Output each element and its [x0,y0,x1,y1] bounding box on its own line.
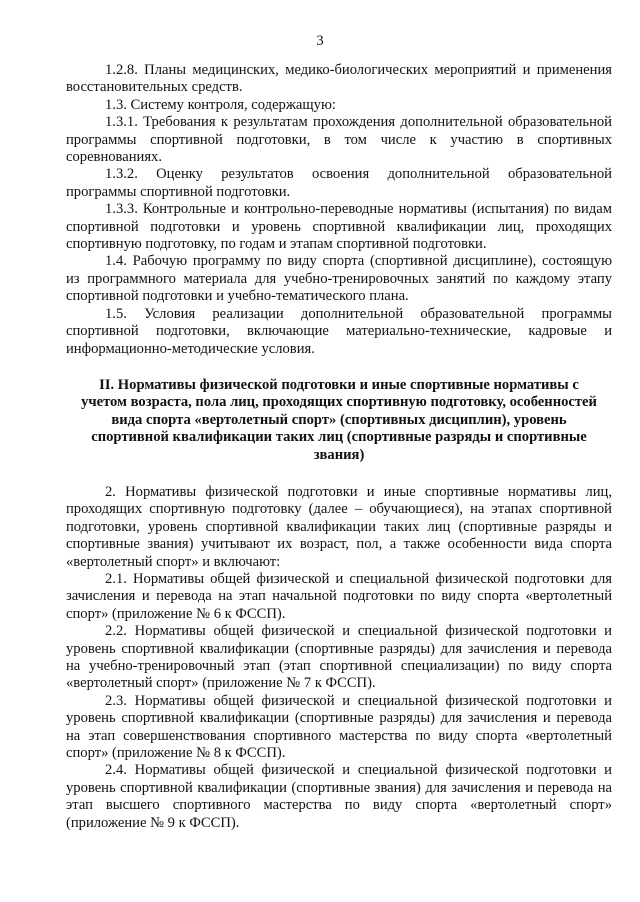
spacer [66,464,612,484]
paragraph-2-2: 2.2. Нормативы общей физической и специальной физической подготовки и уровень спортивной квалификации (спортивные разряды) для зачисления и перевода на учебно-тренировочный этап (этап спортивной специализации) по виду спорта «вертолетный спорт» (приложение № 7 к ФССП). [66,623,612,692]
section-heading: II. Нормативы физической подготовки и иные спортивные нормативы с учетом возраста, пола лиц, проходящих спортивную подготовку, особенностей вида спорта «вертолетный спорт» (спортивных дисциплин), уровень спортивной квалификации таких лиц (спортивные разряды и спортивные звания) [81,376,597,463]
spacer [66,358,612,377]
document-body [66,62,612,832]
paragraph-2-1: 2.1. Нормативы общей физической и специальной физической подготовки для зачисления и перевода на этап начальной подготовки по виду спорта «вертолетный спорт» (приложение № 6 к ФССП). [66,570,612,622]
paragraph-1-3-1: 1.3.1. Требования к результатам прохождения дополнительной образовательной программы спортивной подготовки, в том числе к участию в спортивных соревнованиях. [66,114,612,166]
paragraph-1-5: 1.5. Условия реализации дополнительной образовательной программы спортивной подготовки, включающие материально-технические, кадровые и информационно-методические условия. [66,305,612,357]
paragraph-2-4: 2.4. Нормативы общей физической и специальной физической подготовки и уровень спортивной квалификации (спортивные звания) для зачисления и перевода на этап высшего спортивного мастерства по виду спорта «вертолетный спорт» (приложение № 9 к ФССП). [66,762,612,831]
paragraph-1-3-3: 1.3.3. Контрольные и контрольно-переводные нормативы (испытания) по видам спортивной подготовки и уровень спортивной квалификации лиц, проходящих спортивную подготовку, по годам и этапам спортивной подготовки. [66,201,612,253]
paragraph-2-3: 2.3. Нормативы общей физической и специальной физической подготовки и уровень спортивной квалификации (спортивные разряды) для зачисления и перевода на этап совершенствования спортивного мастерства по виду спорта «вертолетный спорт» (приложение № 8 к ФССП). [66,692,612,762]
paragraph-1-2-8: 1.2.8. Планы медицинских, медико-биологических мероприятий и применения восстановительных средств. [66,62,612,96]
paragraph-1-3-2: 1.3.2. Оценку результатов освоения дополнительной образовательной программы спортивной подготовки. [66,166,612,200]
paragraph-1-3: 1.3. Систему контроля, содержащую: [105,96,336,113]
paragraph-1-4: 1.4. Рабочую программу по виду спорта (спортивной дисциплине), состоящую из программного материала для учебно-тренировочных занятий по каждому этапу спортивной подготовки и учебно-тематического плана. [66,253,612,305]
page-number: 3 [316,33,324,49]
paragraph-2: 2. Нормативы физической подготовки и иные спортивные нормативы лиц, проходящих спортивную подготовку (далее – обучающиеся), на этапах спортивной подготовки, уровень спортивной квалификации таких лиц (спортивные разряды и спортивные звания) учитывают их возраст, пол, а также особенности вида спорта «вертолетный спорт» и включают: [66,483,612,570]
